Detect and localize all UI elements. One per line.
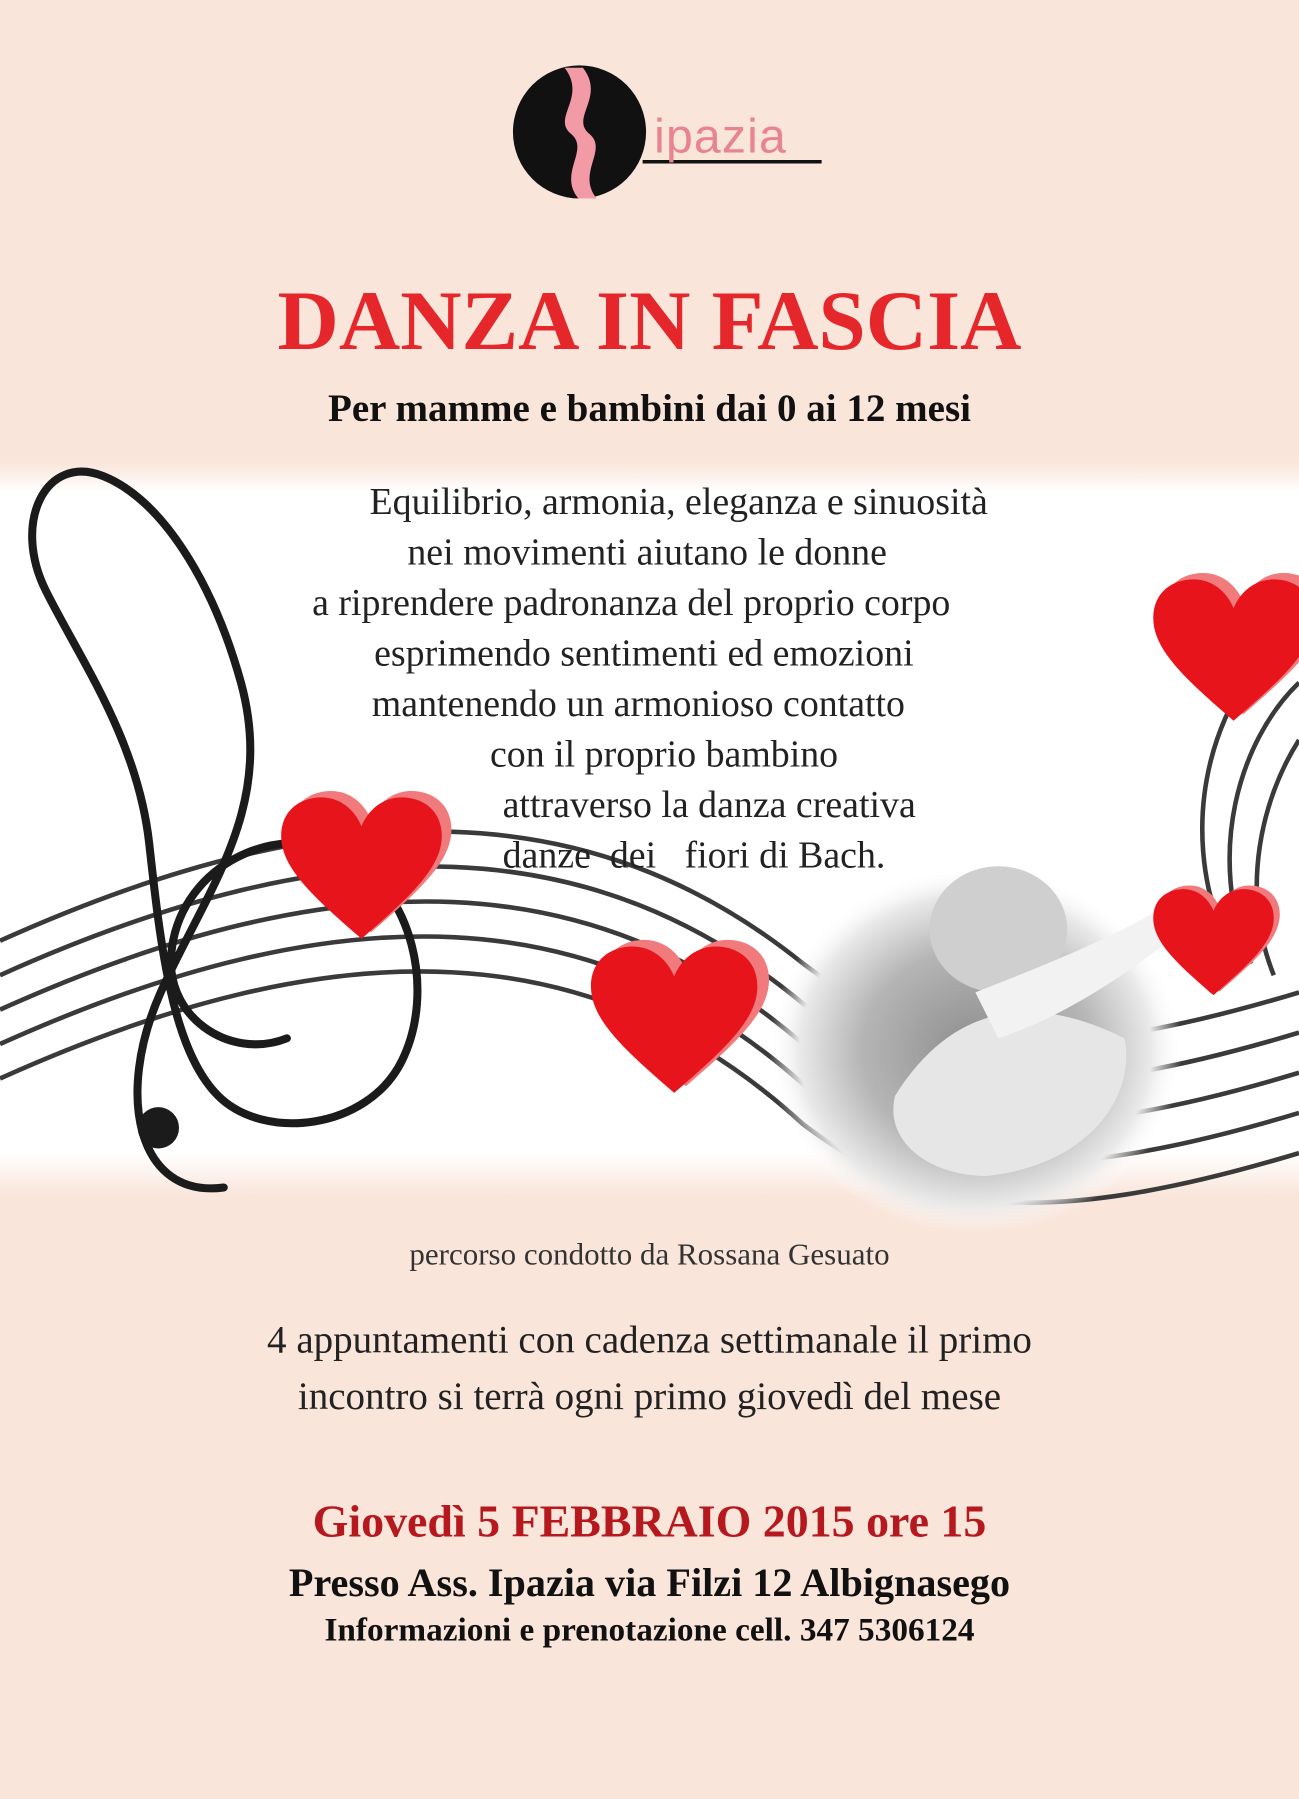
description-line: a riprendere padronanza del proprio corpo bbox=[312, 582, 951, 625]
description-line: Equilibrio, armonia, eleganza e sinuosità bbox=[369, 481, 988, 524]
event-subtitle: Per mamme e bambini dai 0 ai 12 mesi bbox=[327, 387, 971, 431]
contact-info: Informazioni e prenotazione cell. 347 5306124 bbox=[324, 1611, 975, 1649]
event-title: DANZA IN FASCIA bbox=[277, 274, 1022, 369]
event-address: Presso Ass. Ipazia via Filzi 12 Albignasego bbox=[288, 1560, 1011, 1606]
description-line: danze dei fiori di Bach. bbox=[502, 835, 886, 877]
conductor-credit: percorso condotto da Rossana Gesuato bbox=[409, 1236, 890, 1272]
description-line: nei movimenti aiutano le donne bbox=[407, 532, 887, 574]
description-line: mantenendo un armonioso contatto bbox=[371, 683, 906, 726]
logo-icon bbox=[513, 65, 646, 198]
description-line: esprimendo sentimenti ed emozioni bbox=[374, 633, 914, 675]
event-date: Giovedì 5 FEBBRAIO 2015 ore 15 bbox=[312, 1494, 987, 1547]
description-line: attraverso la danza creativa bbox=[502, 784, 916, 827]
description-line: con il proprio bambino bbox=[489, 734, 839, 776]
logo-wordmark: ipazia bbox=[654, 108, 787, 163]
schedule-line: 4 appuntamenti con cadenza settimanale il primo bbox=[267, 1319, 1032, 1362]
schedule-line: incontro si terrà ogni primo giovedì del mese bbox=[297, 1375, 1002, 1419]
